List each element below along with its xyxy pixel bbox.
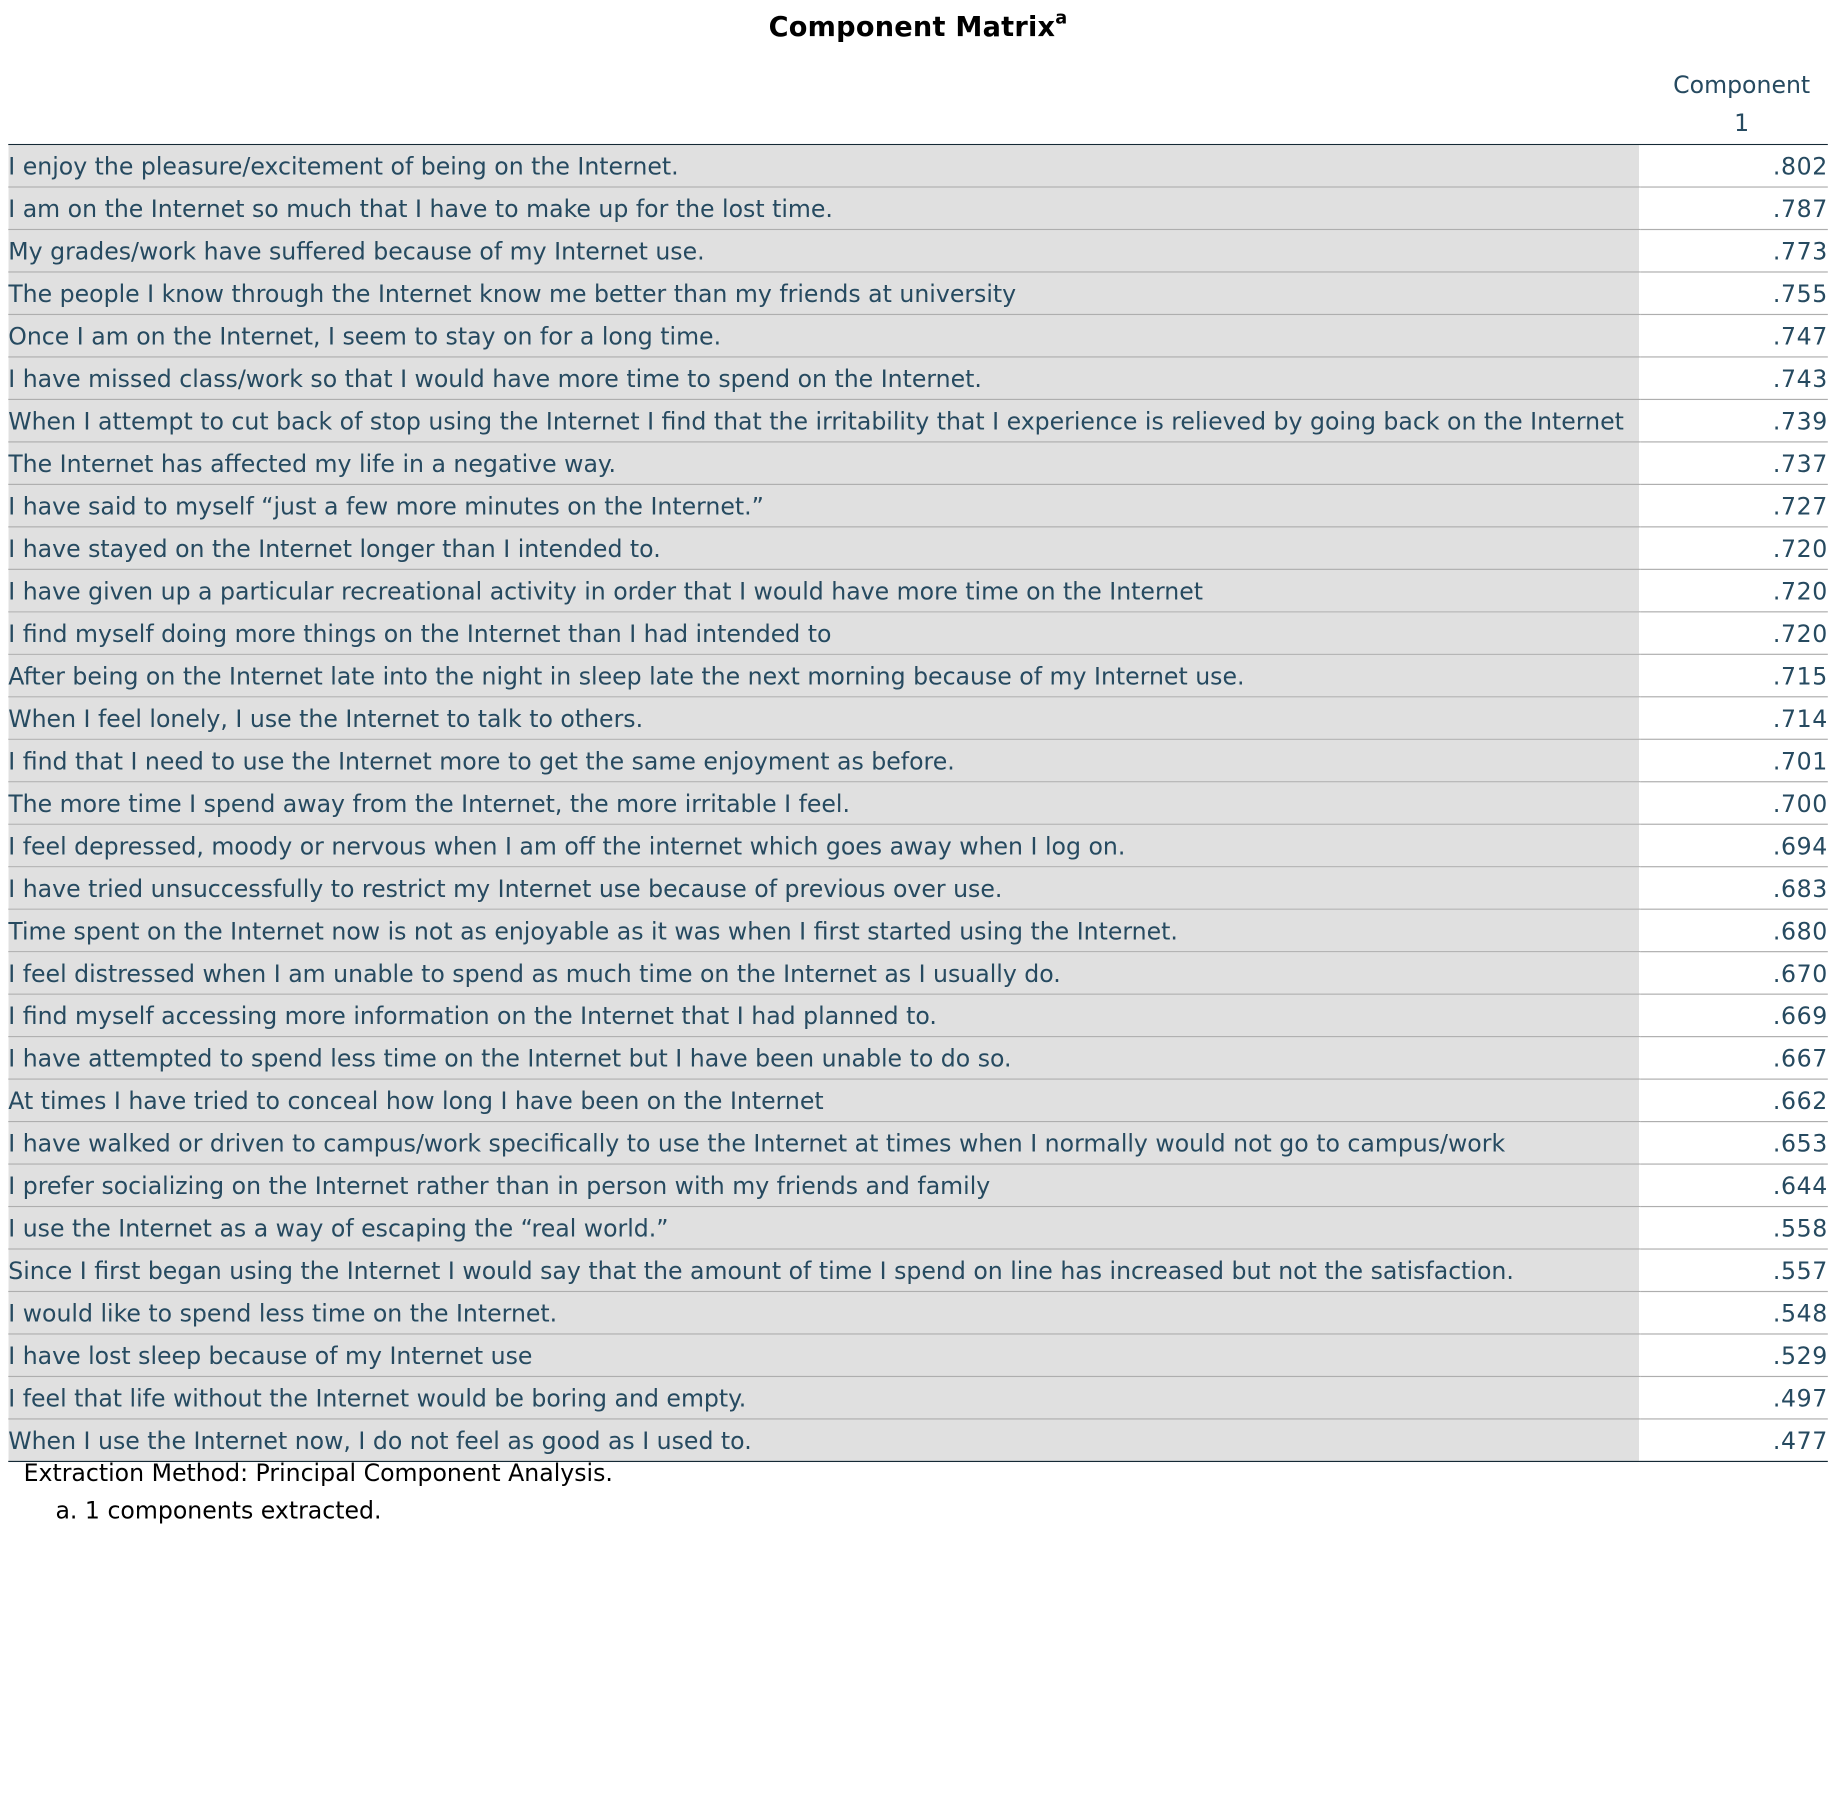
row-item-label: When I attempt to cut back of stop using the Internet I find that the irritability that I experience is relieved by going back on the Internet	[8, 399, 1639, 441]
row-item-label: I find myself doing more things on the Internet than I had intended to	[8, 612, 1639, 654]
table-row	[8, 145, 1828, 187]
row-item-label: I use the Internet as a way of escaping the “real world.”	[8, 1207, 1639, 1249]
table-row	[8, 1079, 1828, 1121]
row-loading-value: .669	[1640, 994, 1828, 1036]
table-row	[8, 569, 1828, 611]
table-body	[8, 145, 1828, 1461]
row-loading-value: .802	[1640, 145, 1828, 187]
row-loading-value: .558	[1640, 1207, 1828, 1249]
table-row	[8, 824, 1828, 866]
table-row	[8, 187, 1828, 229]
table-row	[8, 782, 1828, 824]
table-row	[8, 952, 1828, 994]
table-row	[8, 314, 1828, 356]
row-item-label: I feel distressed when I am unable to spend as much time on the Internet as I usually do.	[8, 952, 1639, 994]
table-row	[8, 1419, 1828, 1461]
row-item-label: I feel that life without the Internet would be boring and empty.	[8, 1376, 1639, 1418]
row-item-label: The more time I spend away from the Internet, the more irritable I feel.	[8, 782, 1639, 824]
row-loading-value: .700	[1640, 782, 1828, 824]
row-item-label: I enjoy the pleasure/excitement of being on the Internet.	[8, 145, 1639, 187]
row-loading-value: .715	[1640, 654, 1828, 696]
row-item-label: I have attempted to spend less time on the Internet but I have been unable to do so.	[8, 1037, 1639, 1079]
row-item-label: I have walked or driven to campus/work specifically to use the Internet at times when I normally would not go to campus/work	[8, 1122, 1639, 1164]
table-title	[0, 9, 1836, 43]
row-item-label: Since I first began using the Internet I would say that the amount of time I spend on line has increased but not the satisfaction.	[8, 1249, 1639, 1291]
row-loading-value: .720	[1640, 569, 1828, 611]
row-loading-value: .644	[1640, 1164, 1828, 1206]
row-loading-value: .680	[1640, 909, 1828, 951]
row-loading-value: .667	[1640, 1037, 1828, 1079]
row-item-label: The people I know through the Internet know me better than my friends at university	[8, 272, 1639, 314]
row-item-label: When I use the Internet now, I do not feel as good as I used to.	[8, 1419, 1639, 1461]
row-item-label: My grades/work have suffered because of my Internet use.	[8, 230, 1639, 272]
table-row	[8, 909, 1828, 951]
table-row	[8, 442, 1828, 484]
row-item-label: After being on the Internet late into the night in sleep late the next morning because of my Internet use.	[8, 654, 1639, 696]
row-item-label: At times I have tried to conceal how long I have been on the Internet	[8, 1079, 1639, 1121]
table-row	[8, 697, 1828, 739]
table-row	[8, 230, 1828, 272]
row-loading-value: .662	[1640, 1079, 1828, 1121]
footnote-a: a. 1 components extracted.	[55, 1496, 382, 1525]
row-item-label: I prefer socializing on the Internet rather than in person with my friends and family	[8, 1164, 1639, 1206]
table-row	[8, 399, 1828, 441]
table-row	[8, 867, 1828, 909]
row-loading-value: .727	[1640, 484, 1828, 526]
row-item-label: I have missed class/work so that I would have more time to spend on the Internet.	[8, 357, 1639, 399]
component-matrix-table	[8, 145, 1828, 1461]
table-row	[8, 612, 1828, 654]
row-loading-value: .653	[1640, 1122, 1828, 1164]
row-loading-value: .477	[1640, 1419, 1828, 1461]
row-loading-value: .743	[1640, 357, 1828, 399]
extraction-method-note: Extraction Method: Principal Component Analysis.	[23, 1458, 613, 1487]
row-item-label: I find that I need to use the Internet more to get the same enjoyment as before.	[8, 739, 1639, 781]
row-loading-value: .714	[1640, 697, 1828, 739]
row-item-label: I have said to myself “just a few more minutes on the Internet.”	[8, 484, 1639, 526]
row-loading-value: .787	[1640, 187, 1828, 229]
title-footnote-marker: a	[1055, 7, 1068, 29]
row-item-label: I would like to spend less time on the Internet.	[8, 1292, 1639, 1334]
table-row	[8, 1037, 1828, 1079]
table-row	[8, 1334, 1828, 1376]
row-loading-value: .720	[1640, 612, 1828, 654]
row-loading-value: .737	[1640, 442, 1828, 484]
row-loading-value: .557	[1640, 1249, 1828, 1291]
row-item-label: I have lost sleep because of my Internet use	[8, 1334, 1639, 1376]
row-loading-value: .694	[1640, 824, 1828, 866]
row-loading-value: .773	[1640, 230, 1828, 272]
table-row	[8, 994, 1828, 1036]
row-loading-value: .497	[1640, 1376, 1828, 1418]
row-loading-value: .548	[1640, 1292, 1828, 1334]
column-header: 1	[1734, 108, 1750, 137]
table-row	[8, 1376, 1828, 1418]
row-loading-value: .701	[1640, 739, 1828, 781]
table-title-text: Component Matrix	[768, 12, 1056, 44]
row-loading-value: .683	[1640, 867, 1828, 909]
table-row	[8, 1292, 1828, 1334]
row-item-label: Once I am on the Internet, I seem to stay on for a long time.	[8, 314, 1639, 356]
row-item-label: When I feel lonely, I use the Internet to talk to others.	[8, 697, 1639, 739]
table-row	[8, 1122, 1828, 1164]
row-loading-value: .755	[1640, 272, 1828, 314]
table-row	[8, 1164, 1828, 1206]
row-item-label: I have tried unsuccessfully to restrict my Internet use because of previous over use.	[8, 867, 1639, 909]
table-row	[8, 1207, 1828, 1249]
row-loading-value: .747	[1640, 314, 1828, 356]
row-loading-value: .739	[1640, 399, 1828, 441]
row-item-label: I am on the Internet so much that I have to make up for the lost time.	[8, 187, 1639, 229]
row-loading-value: .529	[1640, 1334, 1828, 1376]
column-group-header: Component	[1673, 70, 1811, 100]
row-loading-value: .670	[1640, 952, 1828, 994]
table-row	[8, 527, 1828, 569]
table-row	[8, 739, 1828, 781]
table-row	[8, 1249, 1828, 1291]
row-loading-value: .720	[1640, 527, 1828, 569]
row-item-label: The Internet has affected my life in a negative way.	[8, 442, 1639, 484]
row-item-label: Time spent on the Internet now is not as enjoyable as it was when I first started using the Internet.	[8, 909, 1639, 951]
table-row	[8, 272, 1828, 314]
table-row	[8, 654, 1828, 696]
table-row	[8, 484, 1828, 526]
row-item-label: I have given up a particular recreational activity in order that I would have more time on the Internet	[8, 569, 1639, 611]
row-item-label: I find myself accessing more information on the Internet that I had planned to.	[8, 994, 1639, 1036]
table-row	[8, 357, 1828, 399]
row-item-label: I have stayed on the Internet longer than I intended to.	[8, 527, 1639, 569]
row-item-label: I feel depressed, moody or nervous when I am off the internet which goes away when I log on.	[8, 824, 1639, 866]
